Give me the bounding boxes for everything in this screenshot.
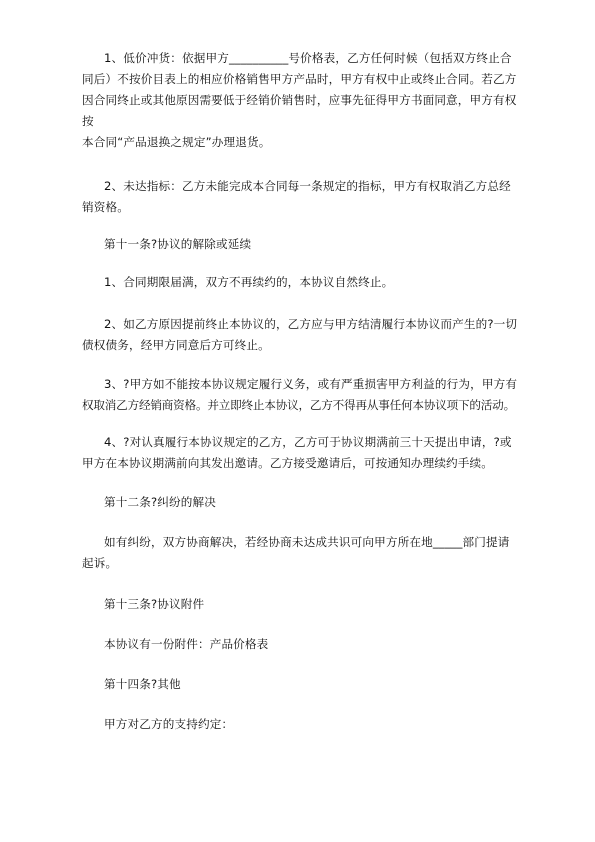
text-line: 起诉。 — [82, 556, 118, 570]
text-line: 2、如乙方原因提前终止本协议的，乙方应与甲方结清履行本协议而产生的?一切 — [104, 317, 518, 331]
text-line: 权取消乙方经销商资格。并立即终止本协议，乙方不得再从事任何本协议项下的活动。 — [82, 398, 515, 412]
clause-11-3 — [82, 374, 528, 416]
heading-text: 第十三条?协议附件 — [104, 597, 205, 611]
clause-11-2 — [82, 314, 528, 356]
section-heading-14 — [82, 674, 528, 695]
text-line: 甲方对乙方的支持约定： — [104, 717, 234, 731]
text-line: 1、合同期限届满，双方不再续约的，本协议自然终止。 — [104, 275, 394, 289]
text-line: 1、低价冲货：依据甲方__________号价格表，乙方任何时候（包括双方终止合 — [104, 51, 512, 65]
heading-text: 第十一条?协议的解除或延续 — [104, 237, 252, 251]
text-line: 销资格。 — [82, 200, 129, 214]
clause-11-1 — [82, 272, 528, 293]
text-line: 本合同“产品退换之规定”办理退货。 — [82, 135, 271, 149]
clause-12-dispute — [82, 532, 528, 574]
text-line: 同后）不按价目表上的相应价格销售甲方产品时，甲方有权中止或终止合同。若乙方 — [82, 72, 517, 86]
heading-text: 第十二条?纠纷的解决 — [104, 495, 216, 509]
clause-low-price-dumping — [82, 48, 528, 153]
clause-14-support — [82, 714, 528, 735]
section-heading-13 — [82, 594, 528, 615]
text-line: 本协议有一份附件：产品价格表 — [104, 637, 269, 651]
text-line: 4、?对认真履行本协议规定的乙方，乙方可于协议期满前三十天提出申请，?或 — [104, 435, 512, 449]
heading-text: 第十四条?其他 — [104, 677, 181, 691]
text-line: 债权债务，经甲方同意后方可终止。 — [82, 338, 270, 352]
text-line: 如有纠纷，双方协商解决，若经协商未达成共识可向甲方所在地_____部门提请 — [104, 535, 510, 549]
text-line: 3、?甲方如不能按本协议规定履行义务，或有严重损害甲方利益的行为，甲方有 — [104, 377, 518, 391]
clause-13-attachment — [82, 634, 528, 655]
text-line: 2、未达指标：乙方未能完成本合同每一条规定的指标，甲方有权取消乙方总经 — [104, 179, 511, 193]
clause-target-not-met — [82, 176, 528, 218]
clause-11-4 — [82, 432, 528, 474]
section-heading-12 — [82, 492, 528, 513]
section-heading-11 — [82, 234, 528, 255]
text-line: 因合同终止或其他原因需要低于经销价销售时，应事先征得甲方书面同意，甲方有权按 — [82, 93, 517, 128]
text-line: 甲方在本协议期满前向其发出邀请。乙方接受邀请后，可按通知办理续约手续。 — [82, 456, 494, 470]
